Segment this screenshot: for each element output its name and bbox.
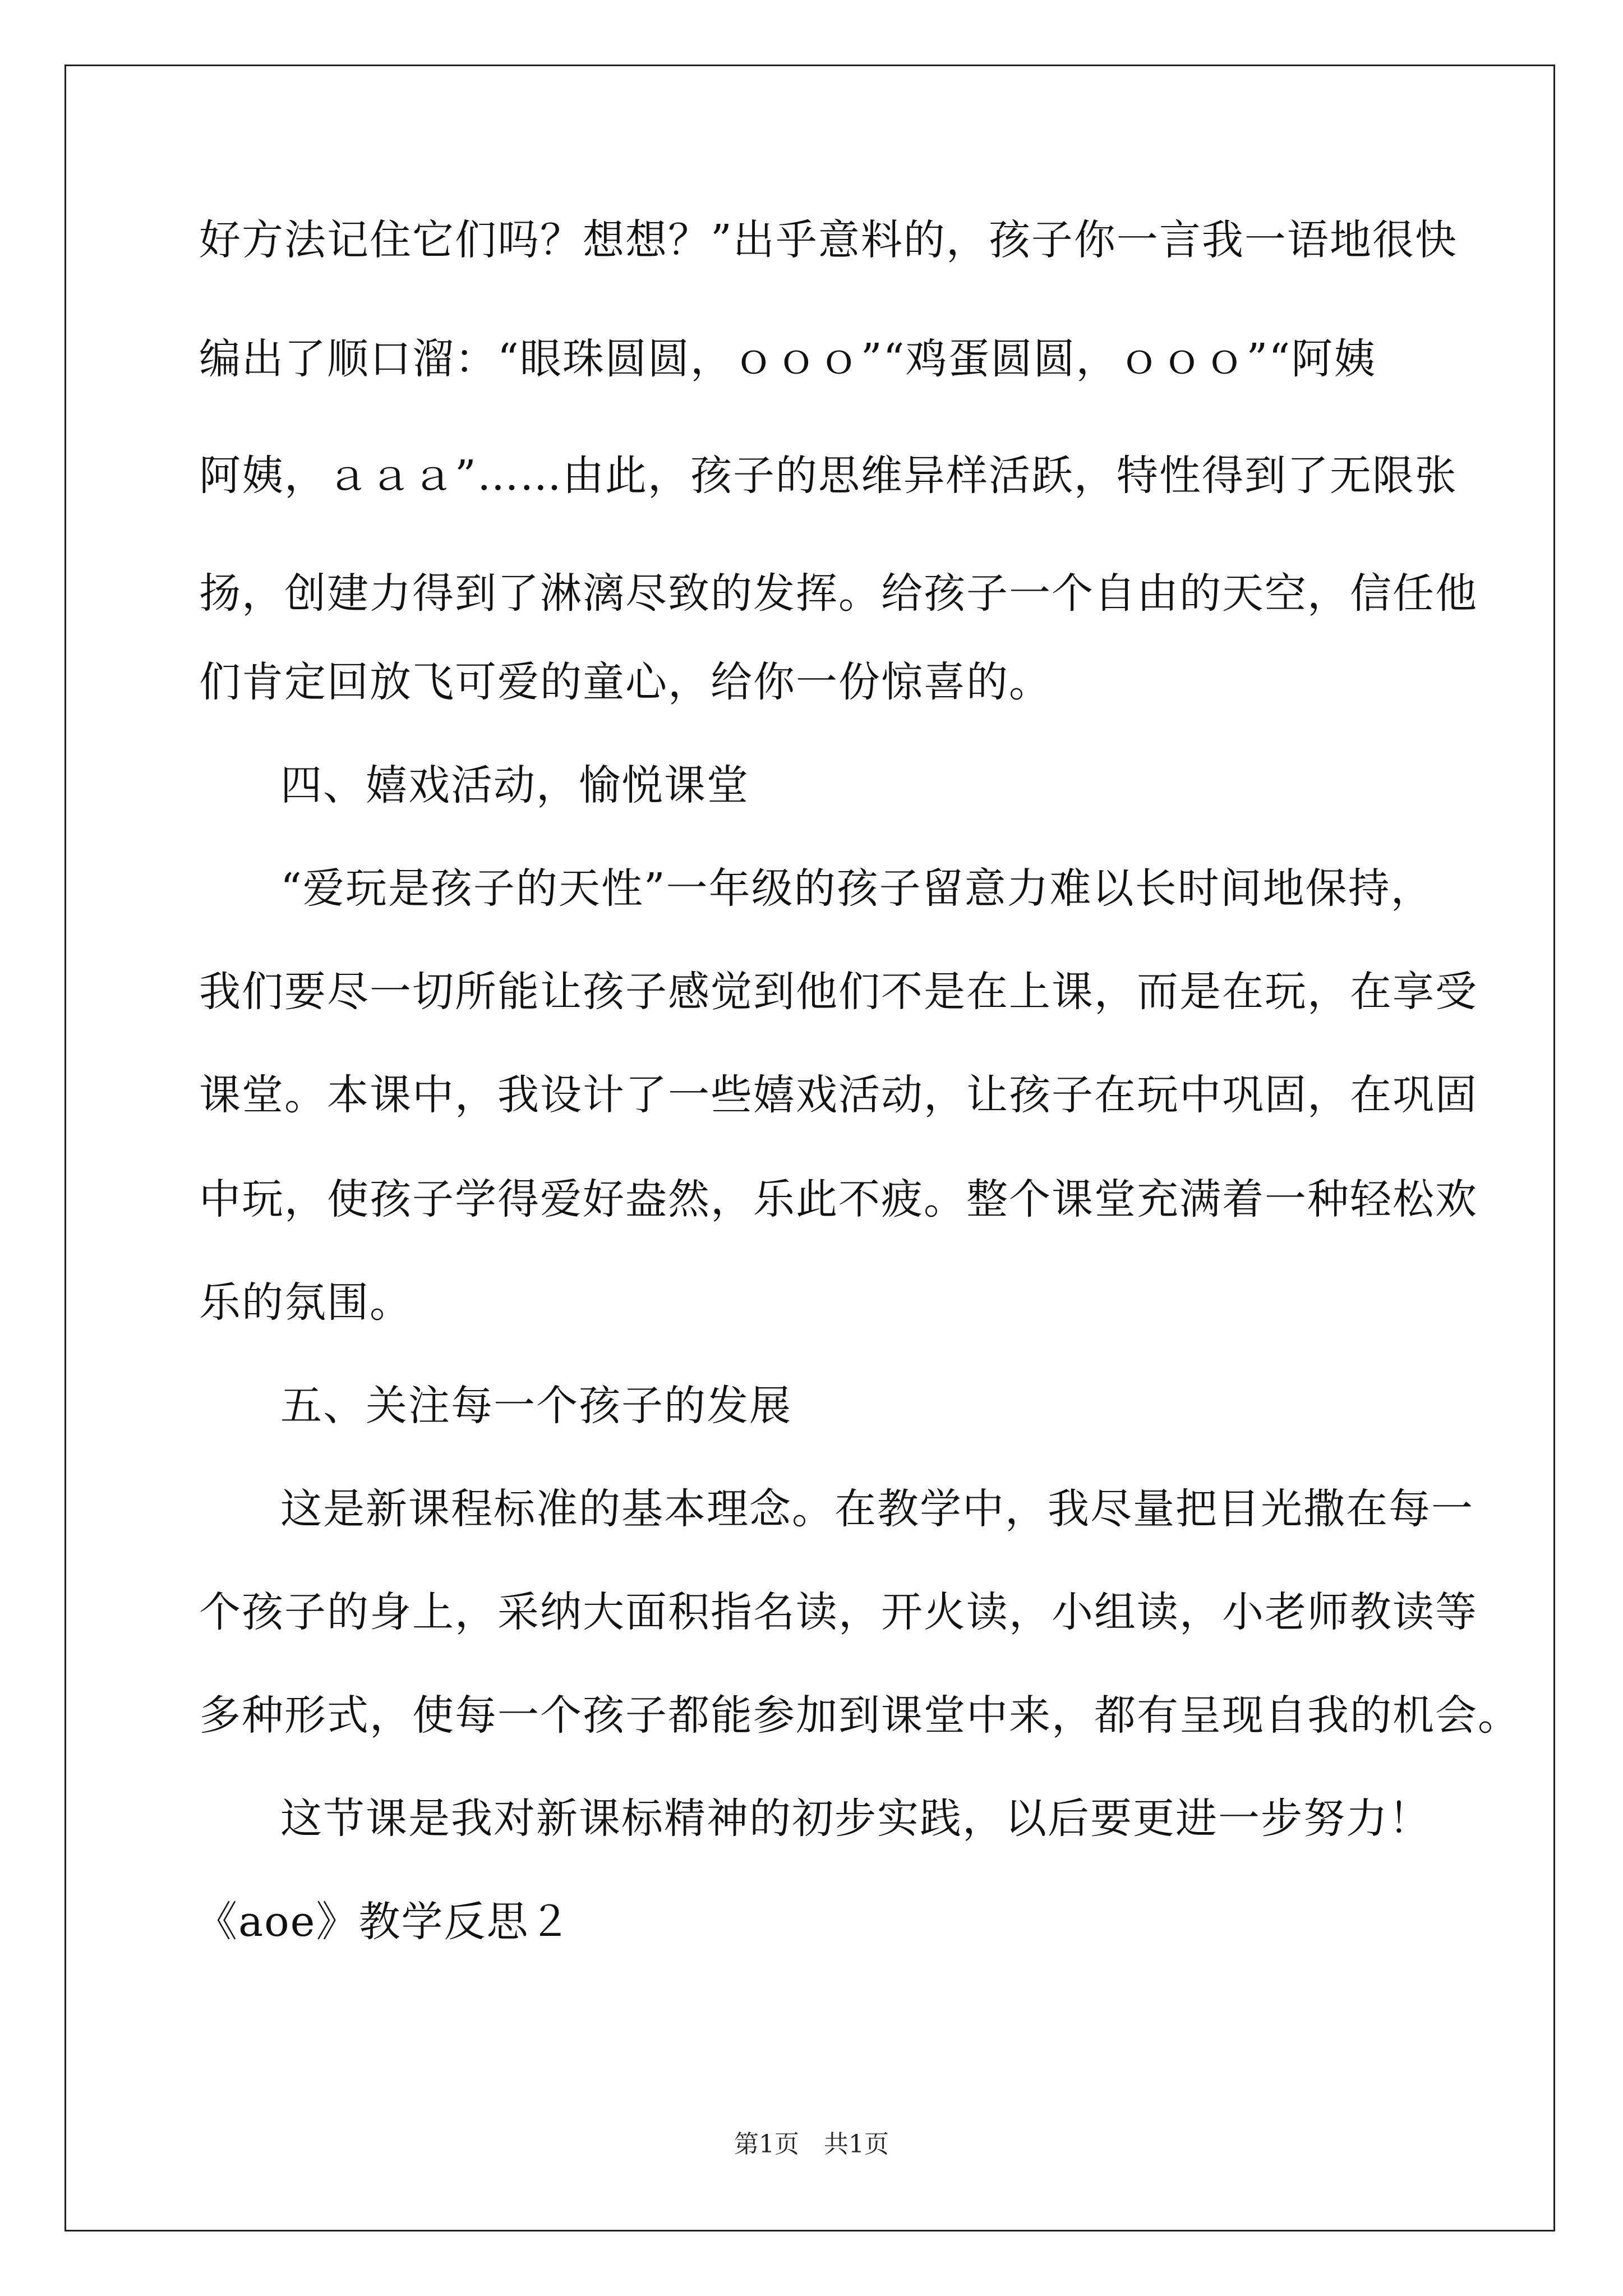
paragraph-line: 多种形式，使每一个孩子都能参加到课堂中来，都有呈现自我的机会。 — [199, 1691, 1520, 1740]
paragraph-line: 乐的氛围。 — [199, 1278, 412, 1327]
paragraph-line: 扬，创建力得到了淋漓尽致的发挥。给孩子一个自由的天空，信任他 — [199, 569, 1478, 618]
page-number-footer: 第1页 共1页 — [734, 2130, 889, 2159]
paragraph-line: 好方法记住它们吗？想想？”出乎意料的，孩子你一言我一语地很快 — [199, 216, 1458, 264]
paragraph-line: 编出了顺口溜：“眼珠圆圆，ｏｏｏ”“鸡蛋圆圆，ｏｏｏ”“阿姨 — [199, 335, 1377, 383]
paragraph-line: 我们要尽一切所能让孩子感觉到他们不是在上课，而是在玩，在享受 — [199, 968, 1478, 1016]
section-heading: 五、关注每一个孩子的发展 — [280, 1382, 792, 1430]
document-title: 《aoe》教学反思２ — [196, 1898, 572, 1946]
paragraph-line: 个孩子的身上，采纳大面积指名读，开火读，小组读，小老师教读等 — [199, 1588, 1478, 1636]
paragraph-line: 课堂。本课中，我设计了一些嬉戏活动，让孩子在玩中巩固，在巩固 — [199, 1071, 1478, 1119]
paragraph-line: 们肯定回放飞可爱的童心，给你一份惊喜的。 — [199, 658, 1052, 706]
paragraph-line: “爱玩是孩子的天性”一年级的孩子留意力难以长时间地保持， — [280, 864, 1433, 913]
paragraph-line: 这节课是我对新课标精神的初步实践，以后要更进一步努力！ — [280, 1795, 1431, 1843]
section-heading: 四、嬉戏活动，愉悦课堂 — [280, 761, 749, 809]
paragraph-line: 中玩，使孩子学得爱好盎然，乐此不疲。整个课堂充满着一种轻松欢 — [199, 1175, 1478, 1223]
paragraph-line: 这是新课程标准的基本理念。在教学中，我尽量把目光撒在每一 — [280, 1485, 1474, 1533]
paragraph-line: 阿姨，ａａａ”……由此，孩子的思维异样活跃，特性得到了无限张 — [199, 452, 1458, 500]
